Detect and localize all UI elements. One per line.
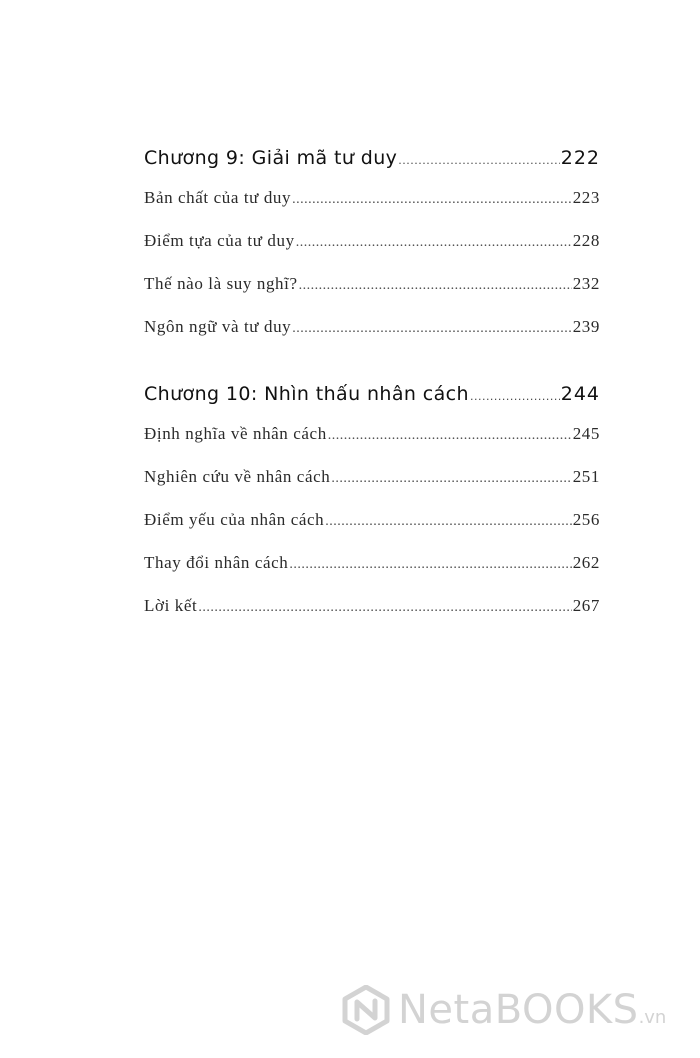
brand-suffix: .vn [638,1007,667,1028]
toc-entry [144,176,600,219]
dot-leader [470,379,560,415]
entry-page-number: 228 [572,231,600,250]
dot-leader [299,264,572,307]
entry-title: Bản chất của tư duy [144,188,292,207]
toc-entry [144,455,600,498]
toc-entry [144,412,600,455]
entry-title: Thay đổi nhân cách [144,553,289,572]
chapter-page-number: 222 [560,147,600,169]
chapter-title: Chương 10: Nhìn thấu nhân cách [144,383,469,405]
entry-page-number: 256 [572,510,600,529]
dot-leader [296,221,572,264]
toc-entry [144,498,600,541]
entry-page-number: 245 [572,424,600,443]
entry-page-number: 232 [572,274,600,293]
chapter-title: Chương 9: Giải mã tư duy [144,147,398,169]
chapter-9-heading [144,140,600,176]
dot-leader [292,307,571,350]
table-of-contents [144,140,600,627]
toc-entry [144,541,600,584]
entry-title: Nghiên cứu về nhân cách [144,467,331,486]
entry-title: Điểm tựa của tư duy [144,231,295,250]
dot-leader [325,500,571,543]
chapter-10-heading [144,376,600,412]
entry-page-number: 267 [572,596,600,615]
chapter-page-number: 244 [560,383,600,405]
entry-title: Định nghĩa về nhân cách [144,424,327,443]
toc-entry [144,219,600,262]
toc-entry [144,584,600,627]
dot-leader [289,543,571,586]
dot-leader [292,178,572,221]
dot-leader [331,457,571,500]
entry-title: Lời kết [144,596,198,615]
toc-entry [144,305,600,348]
entry-title: Thế nào là suy nghĩ? [144,274,298,293]
entry-page-number: 223 [572,188,600,207]
section-spacer [144,348,600,376]
brand-name: NetaBOOKS [398,987,639,1033]
netabooks-watermark [340,980,680,1040]
entry-page-number: 239 [572,317,600,336]
entry-page-number: 251 [572,467,600,486]
neta-logo-icon [340,984,392,1036]
entry-title: Điểm yếu của nhân cách [144,510,325,529]
entry-page-number: 262 [572,553,600,572]
toc-entry [144,262,600,305]
entry-title: Ngôn ngữ và tư duy [144,317,292,336]
dot-leader [328,414,572,457]
dot-leader [398,143,559,179]
dot-leader [198,586,571,629]
